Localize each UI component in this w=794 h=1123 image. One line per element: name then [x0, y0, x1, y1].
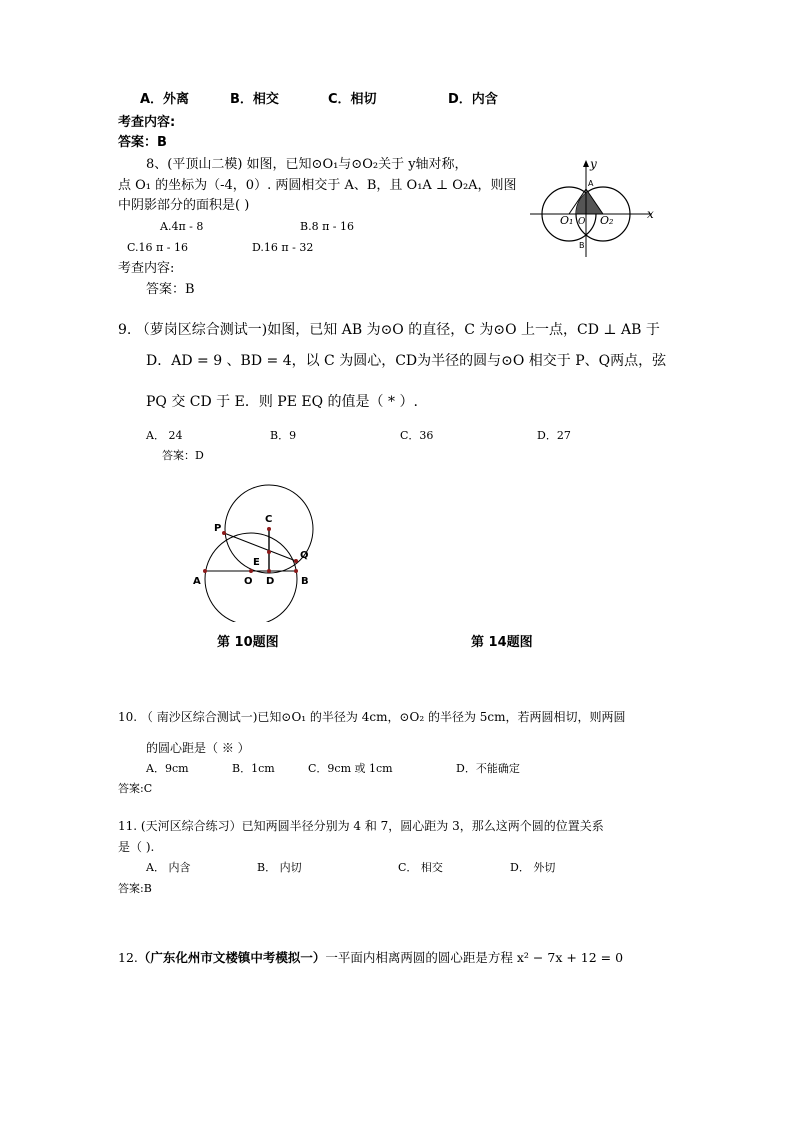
q9-label-d: D: [266, 576, 275, 587]
q9-point-p: [222, 531, 226, 535]
q9-line1: 9. （萝岗区综合测试一)如图，已知 AB 为⊙O 的直径，C 为⊙O 上一点，CD ⊥ AB 于: [118, 322, 660, 338]
q7-option-c: C．相切: [328, 92, 377, 107]
q10-answer: 答案:C: [118, 782, 153, 795]
q7-answer: 答案：B: [118, 135, 167, 150]
q8-answer: 答案：B: [146, 282, 195, 297]
q9-option-a: A． 24: [146, 429, 183, 442]
q9-figure: [190, 482, 330, 622]
q9-label-b: B: [301, 576, 309, 587]
q7-option-a: A．外离: [140, 92, 190, 107]
q8-label-x: x: [647, 207, 654, 221]
q8-line3: 中阴影部分的面积是( ): [118, 198, 250, 213]
q11-answer: 答案:B: [118, 882, 152, 895]
q11-option-b: B． 内切: [257, 861, 302, 874]
q8-option-b: B.8 π - 16: [300, 220, 355, 233]
q9-label-e: E: [253, 557, 260, 568]
q10-option-a: A．9cm: [146, 762, 189, 775]
q9-line3: PQ 交 CD 于 E．则 PE EQ 的值是（ * ）.: [146, 394, 418, 410]
q9-option-b: B．9: [270, 429, 297, 442]
q9-label-p: P: [214, 523, 222, 534]
q8-label-y: y: [590, 157, 597, 171]
q12-line1: [118, 950, 623, 966]
q11-line2: 是（ ).: [118, 840, 155, 854]
q11-option-c: C． 相交: [398, 861, 443, 874]
q8-label-b: B: [579, 241, 585, 250]
q8-label-o1: O₁: [560, 214, 574, 227]
q10-option-b: B．1cm: [232, 762, 275, 775]
q8-line1: 8、(平顶山二模) 如图，已知⊙O₁与⊙O₂关于 y轴对称，: [146, 157, 468, 172]
q8-label-a: A: [588, 179, 594, 188]
q9-line2: D．AD = 9 、BD = 4，以 C 为圆心，CD为半径的圆与⊙O 相交于 P、Q两点，弦: [146, 353, 667, 369]
q9-label-a: A: [193, 576, 201, 587]
q9-option-d: D．27: [537, 429, 571, 442]
q8-option-a: A.4π - 8: [160, 220, 204, 233]
q9-label-c: C: [265, 514, 273, 525]
q11-option-d: D． 外切: [510, 861, 556, 874]
q10-line1: 10. （ 南沙区综合测试一)已知⊙O₁ 的半径为 4cm，⊙O₂ 的半径为 5cm，若两圆相切，则两圆: [118, 710, 626, 724]
q7-option-d: D．内含: [448, 92, 498, 107]
q10-line2: 的圆心距是（ ※ ）: [146, 741, 250, 755]
q11-line1: 11. (天河区综合练习）已知两圆半径分别为 4 和 7，圆心距为 3，那么这两个圆的位置关系: [118, 819, 604, 833]
q12-source: （广东化州市文楼镇中考模拟一）: [137, 950, 326, 965]
q9-label-o: O: [244, 576, 253, 587]
q9-point-c: [267, 527, 271, 531]
q9-point-o: [249, 569, 253, 573]
q9-point-q: [294, 559, 298, 563]
q7-option-b: B．相交: [230, 92, 279, 107]
q11-option-a: A． 内含: [146, 861, 191, 874]
q7-content-label: 考查内容:: [118, 115, 176, 130]
q12-prefix: 12.: [118, 950, 138, 965]
q8-label-o: O: [578, 217, 586, 227]
q12-text: 一平面内相离两圆的圆心距是方程 x² − 7x + 12 = 0: [325, 950, 624, 965]
q10-option-c: C．9cm 或 1cm: [308, 762, 393, 775]
q9-point-b: [294, 569, 298, 573]
q9-option-c: C．36: [400, 429, 434, 442]
q9-label-q: Q: [300, 550, 309, 561]
q9-point-e: [267, 550, 271, 554]
caption-fig14: 第 14题图: [471, 635, 533, 650]
q8-option-d: D.16 π - 32: [252, 241, 314, 254]
q8-figure: [520, 152, 670, 262]
q9-point-a: [203, 569, 207, 573]
q8-line2: 点 O₁ 的坐标为（-4，0）. 两圆相交于 A、B，且 O₁A ⊥ O₂A，则图: [118, 178, 517, 193]
q8-content-label: 考查内容:: [118, 261, 175, 276]
q8-y-arrow: [583, 160, 589, 167]
q8-option-c: C.16 π - 16: [127, 241, 188, 254]
q8-label-o2: O₂: [600, 214, 614, 227]
q9-point-d: [267, 569, 271, 573]
q9-answer: 答案：D: [162, 449, 204, 462]
q10-option-d: D．不能确定: [456, 762, 520, 775]
caption-fig10: 第 10题图: [217, 635, 279, 650]
